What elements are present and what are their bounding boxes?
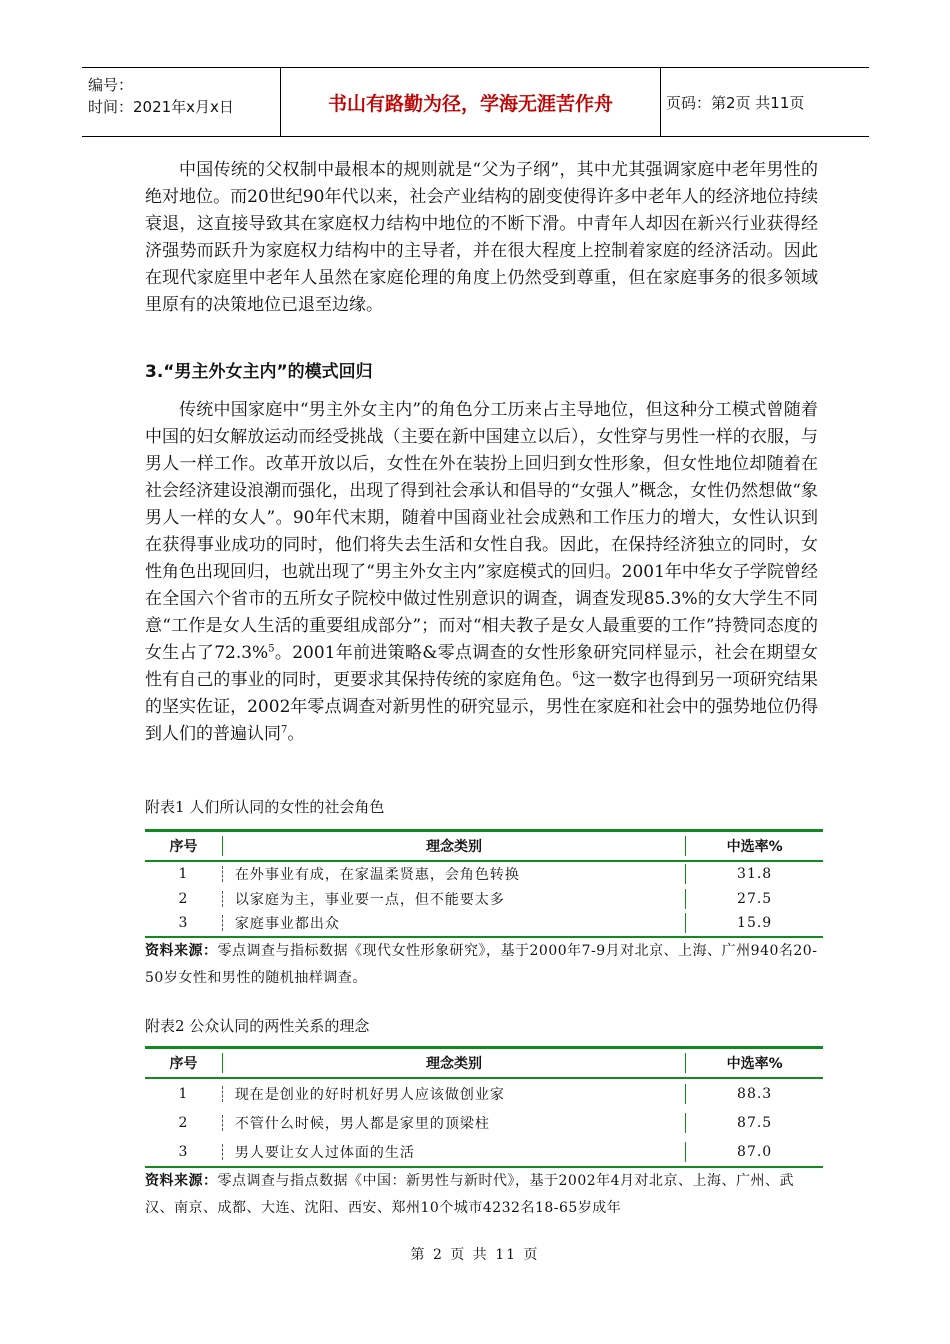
cell-no: 2: [145, 891, 223, 907]
source-label: 资料来源：: [145, 1173, 218, 1189]
cell-rate: 31.8: [737, 866, 773, 883]
paragraph-2-part-d: 。: [287, 724, 305, 744]
cell-no: 2: [145, 1115, 223, 1131]
cell-no: 3: [145, 1144, 223, 1160]
page-footer: 第 2 页 共 11 页: [410, 1247, 540, 1263]
cell-category: 不管什么时候，男人都是家里的顶梁柱: [223, 1113, 686, 1133]
cell-category: 以家庭为主，事业要一点，但不能要太多: [223, 889, 686, 909]
date-label: 时间：2021年x月x日: [88, 98, 234, 116]
source-text: 零点调查与指点数据《中国：新男性与新时代》，基于2002年4月对北京、上海、广州、武汉、南京、成都、大连、沈阳、西安、郑州10个城市4232名18-65岁成年: [145, 1173, 795, 1216]
table-row: [145, 1137, 823, 1166]
table-2-source: [145, 1168, 823, 1222]
table-row: [145, 1108, 823, 1137]
page-header: [82, 67, 869, 137]
header-left-block: [88, 74, 234, 118]
header-page-info: 页码：第2页 共11页: [666, 93, 805, 112]
cell-no: 1: [145, 1086, 223, 1102]
header-cell-no: 序号: [145, 836, 223, 856]
cell-category: 在外事业有成，在家温柔贤惠，会角色转换: [223, 864, 686, 884]
footnote-ref-7: 7: [281, 724, 288, 736]
paragraph-2-part-b: 。2001年前进策略&零点调查的女性形象研究同样显示，社会在期望女性有自己的事业的同时，更要求其保持传统的家庭角色。: [145, 643, 818, 690]
cell-no: 3: [145, 915, 223, 931]
header-cell-category: 理念类别: [223, 836, 686, 856]
footnote-ref-6: 6: [572, 670, 579, 682]
table-header-row: [145, 1049, 823, 1077]
table-2-caption: 附表2 公众认同的两性关系的理念: [145, 1017, 370, 1035]
header-cell-rate: 中选率%: [726, 1056, 783, 1072]
table-row: [145, 862, 823, 887]
cell-rate: 87.5: [737, 1114, 773, 1131]
paragraph-2: [145, 397, 818, 748]
cell-category: 家庭事业都出众: [223, 913, 686, 933]
source-label: 资料来源：: [145, 942, 218, 959]
cell-rate: 87.0: [737, 1143, 773, 1160]
cell-category: 现在是创业的好时机好男人应该做创业家: [223, 1084, 686, 1104]
section-title: 3.“男主外女主内”的模式回归: [145, 362, 373, 382]
header-cell-category: 理念类别: [223, 1053, 686, 1073]
header-divider-right: [660, 68, 661, 136]
table-1-source: [145, 938, 823, 992]
footnote-ref-5: 5: [268, 643, 275, 655]
cell-rate: 27.5: [737, 890, 773, 907]
header-motto: 书山有路勤为径，学海无涯苦作舟: [327, 92, 613, 115]
number-label: 编号：: [88, 76, 134, 94]
cell-rate: 15.9: [737, 915, 773, 932]
paragraph-1: 中国传统的父权制中最根本的规则就是“父为子纲”，其中尤其强调家庭中老年男性的绝对地位。而20世纪90年代以来，社会产业结构的剧变使得许多中老年人的经济地位持续衰退，这直接导致其在家庭权力结构中地位的不断下滑。中青年人却因在新兴行业获得经济强势而跃升为家庭权力结构中的主导者，并在很大程度上控制着家庭的经济活动。因此在现代家庭里中老年人虽然在家庭伦理的角度上仍然受到尊重，但在家庭事务的很多领域里原有的决策地位已退至边缘。: [145, 160, 818, 315]
table-1: [145, 829, 823, 992]
cell-category: 男人要让女人过体面的生活: [223, 1142, 686, 1162]
table-row: [145, 911, 823, 936]
table-row: [145, 1079, 823, 1108]
header-cell-rate: 中选率%: [726, 839, 783, 855]
table-1-caption: 附表1 人们所认同的女性的社会角色: [145, 798, 385, 816]
table-header-row: [145, 832, 823, 860]
table-row: [145, 887, 823, 912]
header-cell-no: 序号: [145, 1053, 223, 1073]
cell-rate: 88.3: [737, 1085, 773, 1102]
source-text: 零点调查与指标数据《现代女性形象研究》，基于2000年7-9月对北京、上海、广州940名20-50岁女性和男性的随机抽样调查。: [145, 942, 818, 986]
table-2: [145, 1046, 823, 1222]
cell-no: 1: [145, 866, 223, 882]
paragraph-2-part-c: 这一数字也得到另一项研究结果的坚实佐证，2002年零点调查对新男性的研究显示，男性在家庭和社会中的强势地位仍得到人们的普遍认同: [145, 670, 819, 744]
paragraph-2-part-a: 传统中国家庭中“男主外女主内”的角色分工历来占主导地位，但这种分工模式曾随着中国的妇女解放运动而经受挑战（主要在新中国建立以后），女性穿与男性一样的衣服，与男人一样工作。改革开放以后，女性在外在装扮上回归到女性形象，但女性地位却随着在社会经济建设浪潮而强化，出现了得到社会承认和倡导的“女强人”概念，女性仍然想做“象男人一样的女人”。90年代末期，随着中国商业社会成熟和工作压力的增大，女性认识到在获得事业成功的同时，他们将失去生活和女性自我。因此，在保持经济独立的同时，女性角色出现回归，也就出现了“男主外女主内”家庭模式的回归。2001年中华女子学院曾经在全国六个省市的五所女子院校中做过性别意识的调查，调查发现85.3%的女大学生不同意“工作是女人生活的重要组成部分”；而对“相夫教子是女人最重要的工作”持赞同态度的女生占了72.3%: [145, 400, 818, 663]
